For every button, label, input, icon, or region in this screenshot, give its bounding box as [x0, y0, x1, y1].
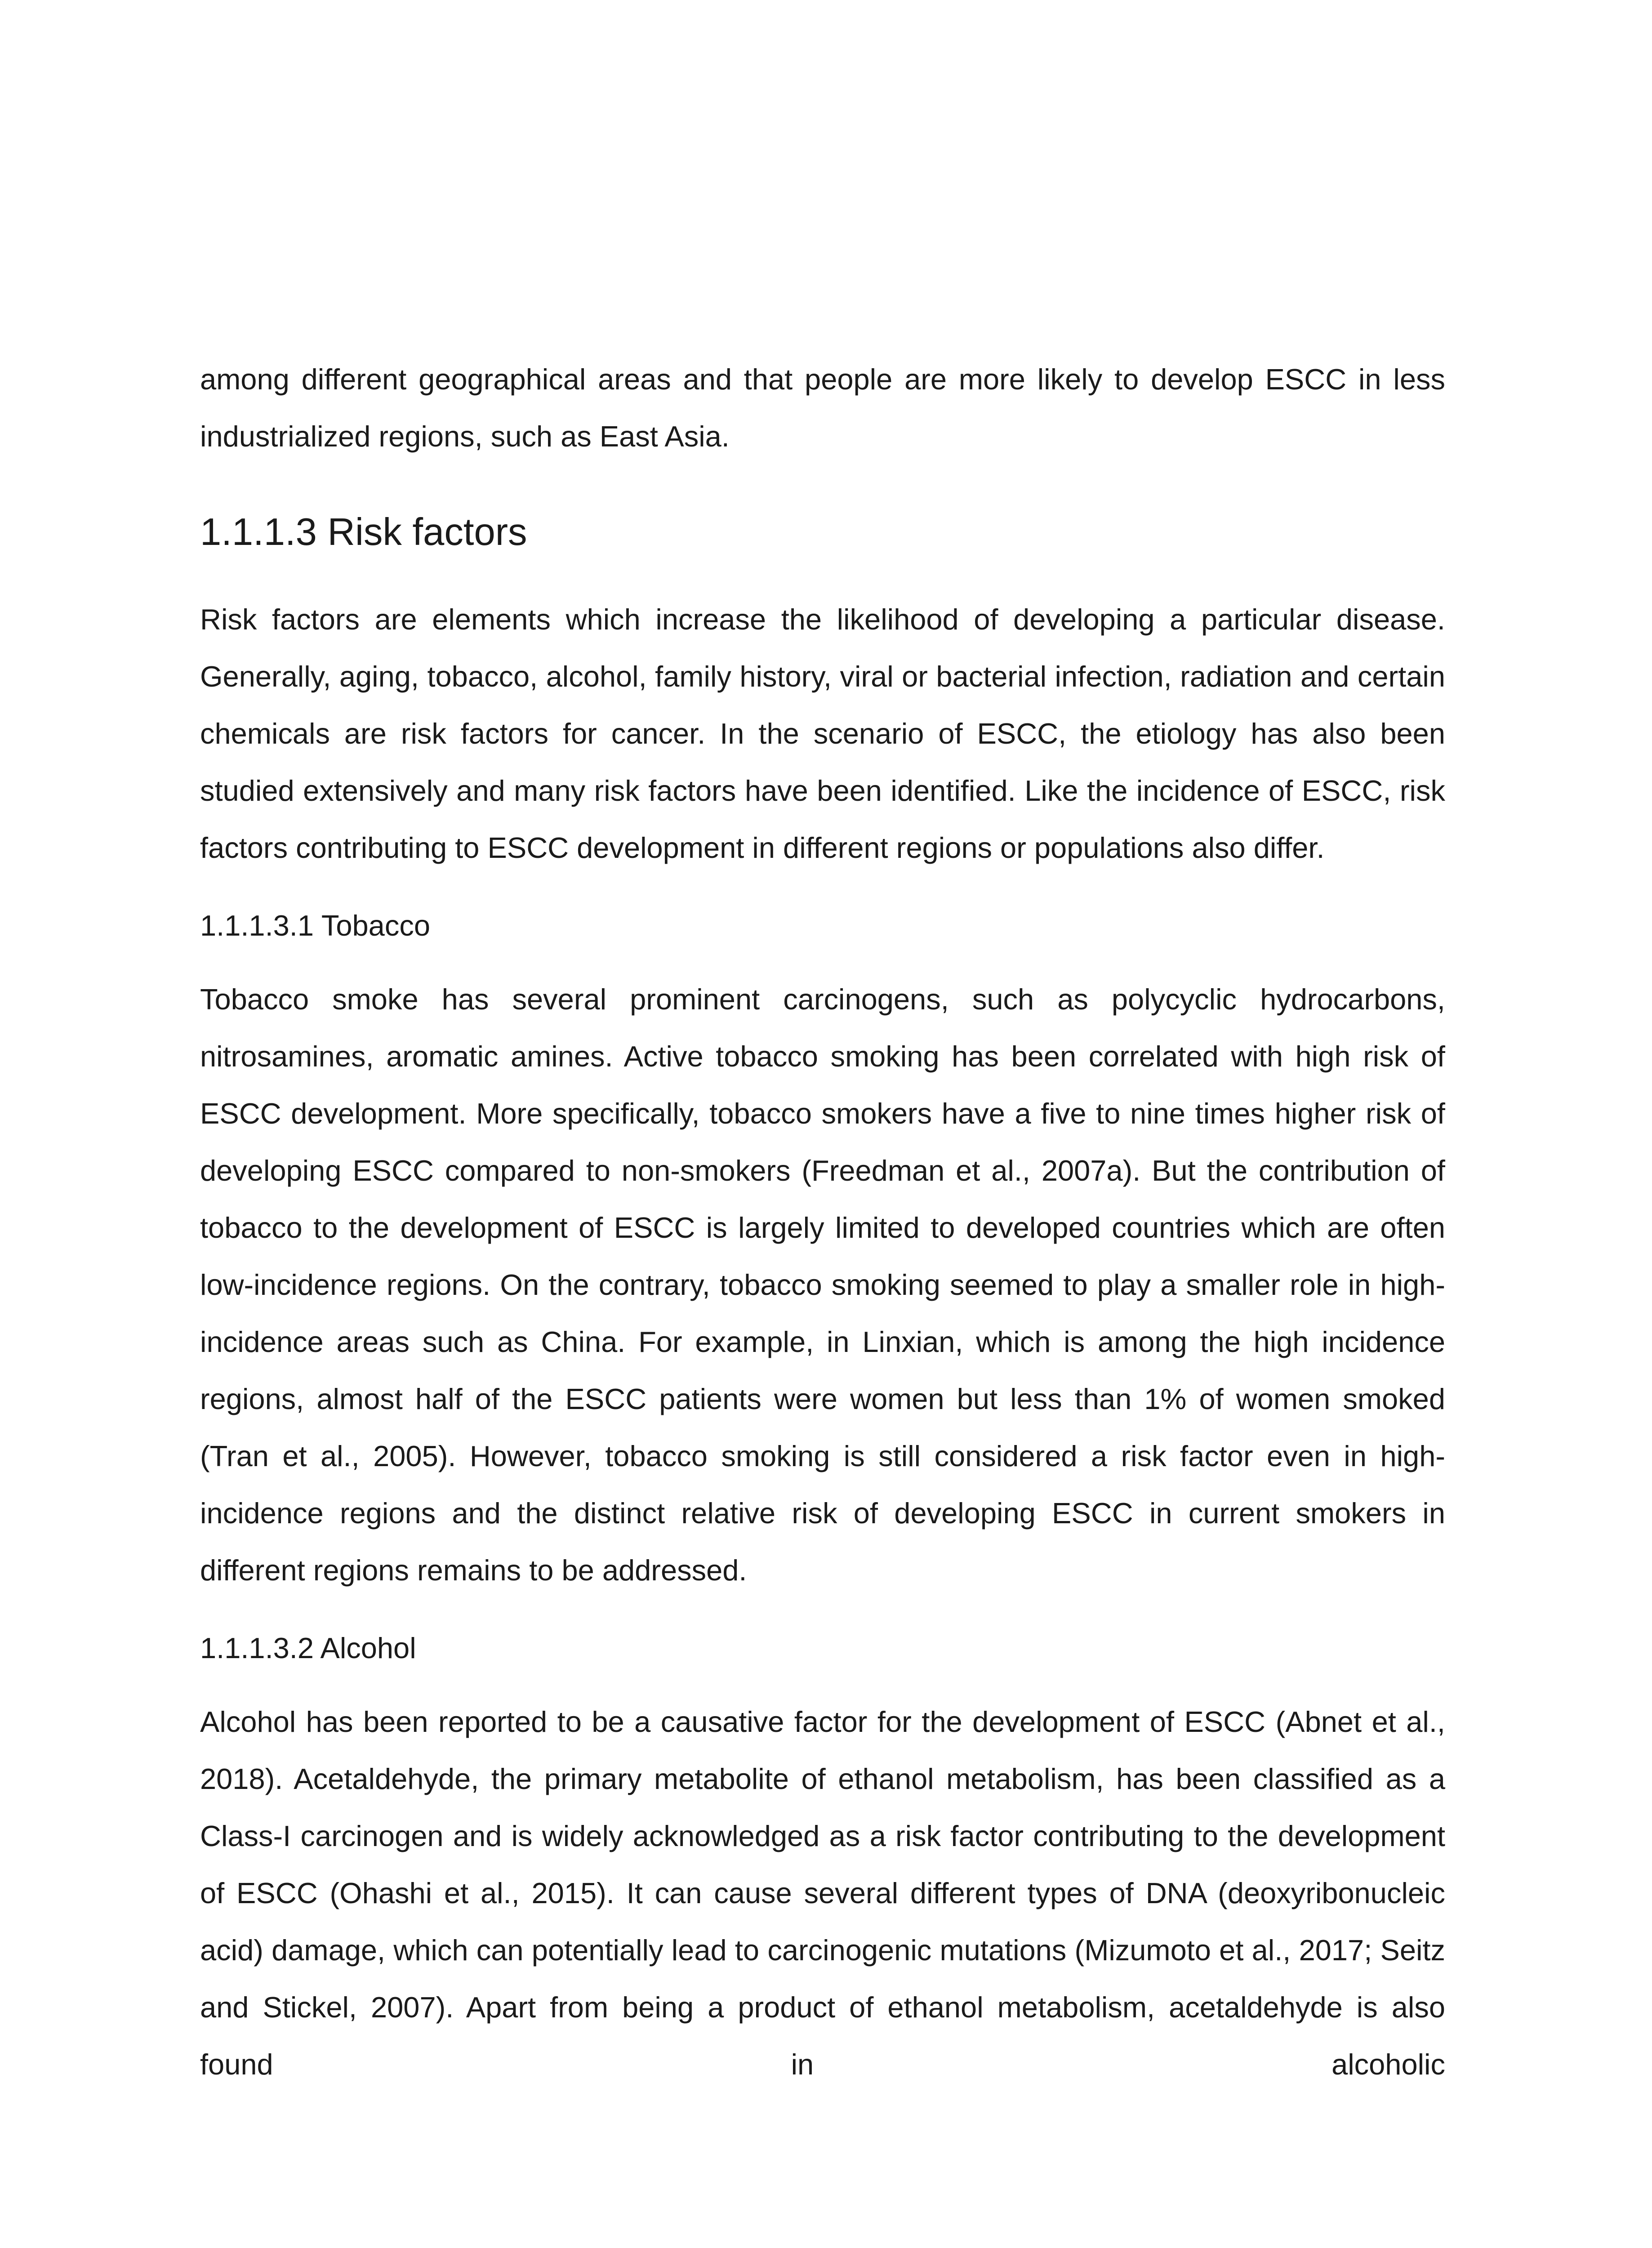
alcohol-paragraph: Alcohol has been reported to be a causative factor for the development of ESCC (Abnet et al., 2018). Acetaldehyde, the primary metabolite of ethanol metabolism, has been classified as a Class-I carcinogen and is widely acknowledged as a risk factor contributing to the development of ESCC (Ohashi et al., 2015). It can cause several different types of DNA (deoxyribonucleic acid) damage, which can potentially lead to carcinogenic mutations (Mizumoto et al., 2017; Seitz and Stickel, 2007). Apart from being a product of ethanol metabolism, acetaldehyde is also found in alcoholic — [200, 1705, 1445, 2081]
risk-factors-paragraph: Risk factors are elements which increase the likelihood of developing a particular disease. Generally, aging, tobacco, alcohol, family history, viral or bacterial infection, radiation and certain chemicals are risk factors for cancer. In the scenario of ESCC, the etiology has also been studied extensively and many risk factors have been identified. Like the incidence of ESCC, risk factors contributing to ESCC development in different regions or populations also differ. — [200, 603, 1445, 864]
document-body — [200, 351, 1445, 2093]
section-heading-risk-factors: 1.1.1.3 Risk factors — [200, 511, 527, 553]
tobacco-paragraph: Tobacco smoke has several prominent carcinogens, such as polycyclic hydrocarbons, nitrosamines, aromatic amines. Active tobacco smoking has been correlated with high risk of ESCC development. More specifically, tobacco smokers have a five to nine times higher risk of developing ESCC compared to non-smokers (Freedman et al., 2007a). But the contribution of tobacco to the development of ESCC is largely limited to developed countries which are often low-incidence regions. On the contrary, tobacco smoking seemed to play a smaller role in high-incidence areas such as China. For example, in Linxian, which is among the high incidence regions, almost half of the ESCC patients were women but less than 1% of women smoked (Tran et al., 2005). However, tobacco smoking is still considered a risk factor even in high-incidence regions and the distinct relative risk of developing ESCC in current smokers in different regions remains to be addressed. — [200, 983, 1445, 1587]
subsection-heading-alcohol: 1.1.1.3.2 Alcohol — [200, 1632, 416, 1664]
subsection-heading-tobacco: 1.1.1.3.1 Tobacco — [200, 909, 430, 942]
intro-paragraph: among different geographical areas and that people are more likely to develop ESCC in less industrialized regions, such as East Asia. — [200, 363, 1445, 453]
